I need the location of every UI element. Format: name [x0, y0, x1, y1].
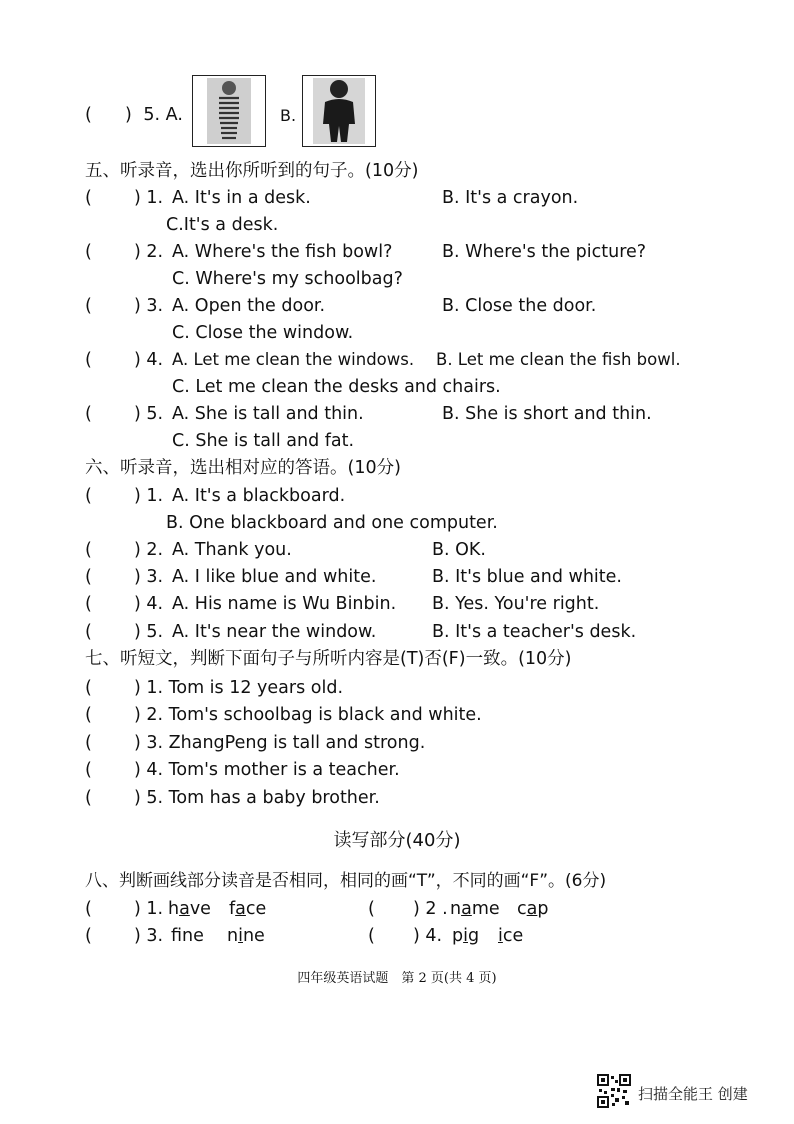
s5-item-2: ( [85, 242, 92, 262]
s8-item-1: ( [85, 899, 92, 919]
statement: ) 5. Tom has a baby brother. [134, 788, 380, 808]
option-b: B. One blackboard and one computer. [166, 513, 498, 533]
qr-code-icon [597, 1074, 631, 1108]
s6-item-1: ( [85, 486, 92, 506]
option-a: A. I like blue and white. [172, 567, 377, 587]
s8-item-4: ( [368, 926, 375, 946]
s6-item-5: ( [85, 622, 92, 642]
item-number: ) 4. [413, 926, 443, 946]
section-5-heading: 五、听录音，选出你所听到的句子。(10分) [85, 161, 419, 181]
option-b: B. It's a crayon. [442, 188, 579, 208]
option-b: B. Where's the picture? [442, 242, 647, 262]
option-a: A. Let me clean the windows. [172, 350, 415, 369]
option-a: A. It's near the window. [172, 622, 377, 642]
s5-item-5: ( [85, 404, 92, 424]
option-b: B. Yes. You're right. [432, 594, 600, 614]
part-title: 读写部分(40分) [333, 830, 461, 851]
item-number: ) 1. [134, 188, 164, 208]
option-a: A. Open the door. [172, 296, 326, 316]
word-1: fne [171, 926, 204, 946]
option-b: B. It's a teacher's desk. [432, 622, 637, 642]
s6-item-3: ( [85, 567, 92, 587]
option-a: A. It's in a desk. [172, 188, 311, 208]
option-a: A. Where's the fish bowl? [172, 242, 393, 262]
section-7-heading: 七、听短文，判断下面句子与所听内容是(T)否(F)一致。(10分) [85, 649, 572, 669]
statement: ) 2. Tom's schoolbag is black and white. [134, 705, 482, 725]
option-b: B. OK. [432, 540, 486, 560]
s7-item-3: ( [85, 733, 92, 753]
item-number: ) 4. [134, 594, 164, 614]
option-c: C. Where's my schoolbag? [172, 269, 403, 289]
watermark-text: 扫描全能王 创建 [638, 1085, 748, 1103]
item-number: ) 3. [134, 296, 164, 316]
word-2: cap [517, 899, 549, 919]
underlined-letter: a [461, 899, 472, 919]
word-1: pig [452, 926, 480, 946]
item-number: ) 2. [134, 540, 164, 560]
word-2: ice [498, 926, 524, 946]
page-footer: 四年级英语试题 第 2 页(共 4 页) [297, 971, 497, 986]
item-number: ) 1. [134, 899, 164, 919]
s6-item-2: ( [85, 540, 92, 560]
option-a: A. She is tall and thin. [172, 404, 364, 424]
option-a: A. His name is Wu Binbin. [172, 594, 397, 614]
s7-item-5: ( [85, 788, 92, 808]
option-c: C. Close the window. [172, 323, 354, 343]
item-number: ) 4. [134, 350, 164, 370]
s8-item-2: ( [368, 899, 375, 919]
q4-item5: ( ) 5. A. [85, 105, 183, 125]
option-a: A. It's a blackboard. [172, 486, 346, 506]
option-b: B. Let me clean the fish bowl. [436, 350, 681, 369]
picture-a-striped-person [192, 75, 266, 147]
option-c: C. She is tall and fat. [172, 431, 355, 451]
item-number: ) 5. [134, 404, 164, 424]
underlined-letter: i [498, 926, 503, 946]
picture-b-dark-person [302, 75, 376, 147]
answer-paren: ( [85, 105, 92, 125]
s5-item-3: ( [85, 296, 92, 316]
statement: ) 3. ZhangPeng is tall and strong. [134, 733, 426, 753]
s7-item-1: ( [85, 678, 92, 698]
s6-item-4: ( [85, 594, 92, 614]
option-b: B. Close the door. [442, 296, 597, 316]
word-2: face [229, 899, 267, 919]
underlined-letter: a [235, 899, 246, 919]
section-6-heading: 六、听录音，选出相对应的答语。(10分) [85, 458, 401, 478]
section-8-heading: 八、判断画线部分读音是否相同，相同的画“T”，不同的画“F”。(6分) [85, 871, 607, 891]
word-2: nine [227, 926, 265, 946]
s7-item-2: ( [85, 705, 92, 725]
item-number: ) 1. [134, 486, 164, 506]
s5-item-4: ( [85, 350, 92, 370]
statement: ) 4. Tom's mother is a teacher. [134, 760, 400, 780]
s5-item-1: ( [85, 188, 92, 208]
item-number: ) 5. [134, 622, 164, 642]
item-number: ) 2 . [413, 899, 448, 919]
option-c: C. Let me clean the desks and chairs. [172, 377, 501, 397]
option-b: B. She is short and thin. [442, 404, 652, 424]
underlined-letter: a [179, 899, 190, 919]
option-a: A. Thank you. [172, 540, 292, 560]
statement: ) 1. Tom is 12 years old. [134, 678, 344, 698]
item-number: ) 2. [134, 242, 164, 262]
item-number: ) 3. [134, 567, 164, 587]
word-1: name [450, 899, 500, 919]
item-number: 5. A. [143, 105, 183, 125]
underlined-letter: a [526, 899, 538, 919]
item-number: ) 3. [134, 926, 164, 946]
s7-item-4: ( [85, 760, 92, 780]
option-c: C.It's a desk. [166, 215, 279, 235]
s8-item-3: ( [85, 926, 92, 946]
word-1: have [168, 899, 211, 919]
underlined-letter: i [463, 926, 468, 946]
option-b-label: B. [280, 106, 297, 125]
option-b: B. It's blue and white. [432, 567, 622, 587]
underlined-letter: i [238, 926, 243, 946]
